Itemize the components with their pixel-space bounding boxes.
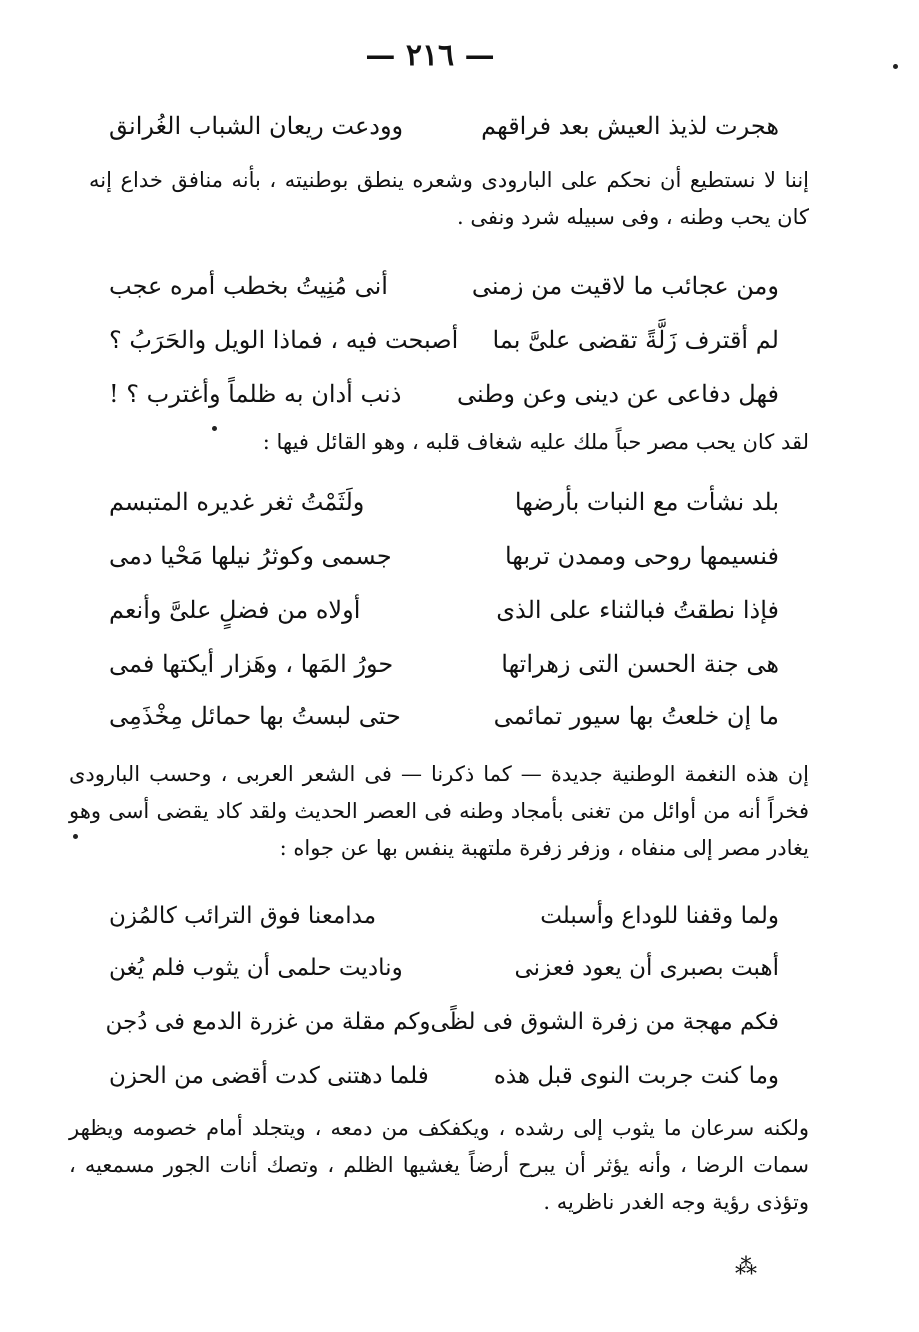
- verse-line: [109, 636, 779, 692]
- verse-line: [109, 366, 779, 422]
- verse-second-hemistich: حتى لبستُ بها حمائل مِخْذَمِى: [109, 702, 401, 730]
- verse-first-hemistich: فكم مهجة من زفرة الشوق فى لظًى: [430, 1009, 779, 1035]
- verse-first-hemistich: فنسيمها روحى وممدن تربها: [504, 542, 779, 570]
- verse-line: [109, 888, 779, 944]
- verse-first-hemistich: وما كنت جربت النوى قبل هذه: [493, 1063, 779, 1089]
- verse-second-hemistich: مدامعنا فوق الترائب كالمُزن: [109, 903, 377, 929]
- verse-line: [109, 528, 779, 584]
- speck-mark: [893, 64, 898, 69]
- speck-mark: [73, 834, 78, 839]
- verse-line: [109, 312, 779, 368]
- page-number: — ٢١٦ —: [365, 38, 495, 73]
- paragraph-3: إن هذه النغمة الوطنية جديدة — كما ذكرنا — فى الشعر العربى ، وحسب البارودى فخراً أنه من أوائل من تغنى بأمجاد وطنه فى العصر الحديث ولقد كاد يقضى أسى وهو يغادر مصر إلى منفاه ، وزفر زفرة ملتهبة ينفس بها عن جواه :: [69, 762, 809, 860]
- verse-second-hemistich: وناديت حلمى أن يثوب فلم يُغن: [109, 955, 403, 981]
- paragraph-2: لقد كان يحب مصر حباً ملك عليه شغاف قلبه ، وهو القائل فيها :: [262, 430, 809, 454]
- verse-second-hemistich: أصبحت فيه ، فماذا الويل والحَرَبُ ؟: [109, 326, 459, 354]
- verse-line: [109, 688, 779, 744]
- paragraph-1: إننا لا نستطيع أن نحكم على البارودى وشعره ينطق بوطنيته ، بأنه منافق خداع إنه كان يحب وطنه ، وفى سبيله شرد ونفى .: [89, 168, 809, 229]
- verse-second-hemistich: أولاه من فضلٍ علىَّ وأنعم: [109, 596, 361, 624]
- paragraph-4: ولكنه سرعان ما يثوب إلى رشده ، ويكفكف من دمعه ، ويتجلد أمام خصومه ويظهر سمات الرضا ، وأنه يؤثر أن يبرح أرضاً يغشيها الظلم ، وتصك أنات الجور مسمعيه ، وتؤذى رؤية وجه الغدر ناظريه .: [69, 1116, 809, 1214]
- verse-first-hemistich: ومن عجائب ما لاقيت من زمنى: [471, 272, 779, 300]
- verse-second-hemistich: وكم مقلة من غزرة الدمع فى دُجن: [105, 1009, 431, 1035]
- verse-first-hemistich: هجرت لذيذ العيش بعد فراقهم: [481, 112, 779, 140]
- verse-first-hemistich: ما إن خلعتُ بها سيور تمائمى: [493, 702, 779, 730]
- verse-first-hemistich: ولما وقفنا للوداع وأسبلت: [540, 903, 779, 929]
- verse-second-hemistich: فلما دهتنى كدت أقضى من الحزن: [109, 1063, 429, 1089]
- verse-first-hemistich: فهل دفاعى عن دينى وعن وطنى: [457, 380, 779, 408]
- verse-line: [109, 258, 779, 314]
- verse-first-hemistich: بلد نشأت مع النبات بأرضها: [514, 488, 779, 516]
- end-ornament-icon: ⁂: [735, 1255, 757, 1280]
- verse-second-hemistich: حورُ المَها ، وهَزار أيكتها فمى: [109, 650, 394, 678]
- verse-second-hemistich: ذنب أدان به ظلماً وأغترب ؟ !: [109, 380, 402, 408]
- verse-line: [109, 1048, 779, 1104]
- verse-line: [109, 98, 779, 154]
- verse-second-hemistich: ولَثَمْتُ ثغر غديره المتبسم: [109, 488, 365, 516]
- verse-line: [109, 582, 779, 638]
- verse-second-hemistich: وودعت ريعان الشباب الغُرانق: [109, 112, 404, 140]
- verse-first-hemistich: فإذا نطقتُ فبالثناء على الذى: [496, 596, 779, 624]
- verse-second-hemistich: أنى مُنِيتُ بخطب أمره عجب: [109, 272, 388, 300]
- speck-mark: [212, 426, 217, 431]
- verse-line: [109, 474, 779, 530]
- verse-line: [105, 994, 779, 1050]
- verse-line: [109, 940, 779, 996]
- verse-second-hemistich: جسمى وكوثرُ نيلها مَحْيا دمى: [109, 542, 392, 570]
- verse-first-hemistich: أهبت بصبرى أن يعود فعزنى: [514, 955, 779, 981]
- verse-first-hemistich: لم أقترف زَلَّةً تقضى علىَّ بما: [492, 326, 779, 354]
- verse-first-hemistich: هى جنة الحسن التى زهراتها: [501, 650, 779, 678]
